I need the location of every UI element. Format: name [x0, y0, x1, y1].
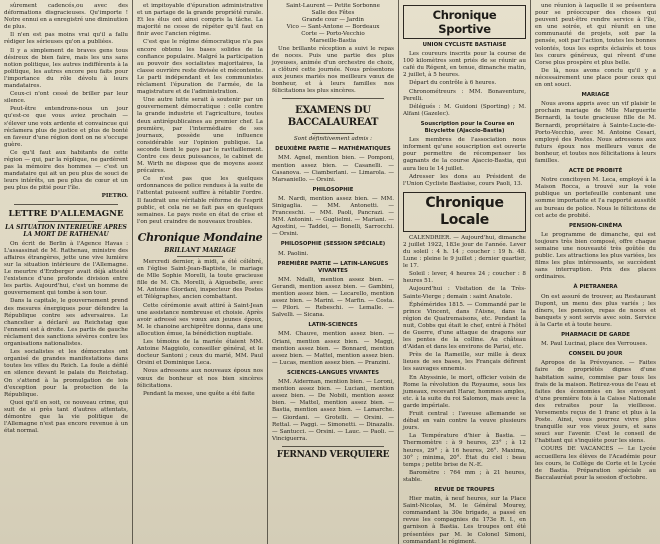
- paragraph: Peut-être entendrons-nous un jour qu'est-ce que vous aviez prochain — s'élever une voix ardente et convaincue qui réclamera plus de justice et plus de bonté en faveur d'une région dont on ne s'occupe guère.: [4, 106, 128, 148]
- paragraph: Quoi qu'il en soit, ce nouveau crime, qui suit de si près tant d'autres attentats, démontre que la vie politique de l'Allemagne n'est pas encore revenue à un état normal.: [4, 399, 128, 435]
- exam-section-text: MM. Chauve, mention assez bien. — Oriani, mention assez bien. — Maggi, mention assez bien. — Bonnard, mention assez bien. — Mattel, mention assez bien. — Lucas, mention assez bien. — Pranzini.: [272, 331, 394, 366]
- paragraph: Adresser les dons au Président de l'Union Cycliste Bastiaise, cours Paoli, 13.: [403, 173, 526, 187]
- paragraph: Aujourd'hui : Visitation de la Très-Sainte-Vierge ; demain : saint Anatole.: [403, 286, 526, 300]
- paragraph: Il n'en est pas moins vrai qu'il a fallu rédiger les sérieuses qu'on a publiées.: [4, 32, 128, 46]
- paragraph: Ce qu'il faut aux habitants de cette région — qui, par la réplique, ne gardèrent pas la mémoire des hommes — c'est un mandataire qui ait un peu plus de souci de leurs intérêts, un peu plus de cœur et un peu plus de pitié pour l'île.: [4, 149, 128, 192]
- article-body: [4, 241, 128, 436]
- paragraph: La Température d'hier à Bastia. — Thermomètre : à 9 heures, 23° ; à 12 heures, 29° ; à 16 heures, 26°. Maxima, 30° ; minima, 20°. État du ciel : beau temps ; petite brise de N.-E.: [403, 433, 526, 468]
- column-2: [133, 0, 267, 544]
- exam-section-text: M. Nardi, mention assez bien. — MM. Sinigaglia. — MM. Antonetti. — Franceschi. — MM. Paoli, Pancrazi. — MM. Antonini. — Guglielmi. — Mariani. — Agostini, — Taddei, — Bonelli, Sarrocchi. — Orsini.: [272, 195, 394, 238]
- exam-section-text: MM. Aiderman, mention bien. — Loroni, mention assez bien. — Luciani, mention assez bien. — De Nobili, mention assez bien. — Mattel, mention assez bien. — Bastia, mention assez bien. — Lamarche. — Giordani. — Grotelli. — Orsini. — Rettal. — Paggi. — Simonetti. — Dinazalis. — Santucci. — Orsini. — Lauc. — Paoli. — Vinciguerra.: [272, 379, 394, 442]
- section-text: Le programme de dimanche, qui est toujours très bien composé, offre chaque semaine une nouveauté très goûtée du public. Les attractions les plus variées, les films les plus intéressants, se succèdent sans interruption. Prix des places ordinaires.: [535, 231, 656, 281]
- section-heading: MARIAGE: [581, 92, 610, 99]
- paragraph: Baromètre : 764 mm ; à 21 heures, stable.: [403, 469, 526, 483]
- chronique-mondaine-title: Chronique Mondaine: [137, 230, 263, 244]
- intro-line: Vico — Sant-Antone — Bordeaux: [286, 24, 380, 31]
- article-title: LETTRE D'ALLEMAGNE: [8, 208, 124, 219]
- column-3: [268, 0, 398, 544]
- exam-section-heading: PHILOSOPHIE (SESSION SPÉCIALE): [280, 241, 386, 248]
- paragraph: C'est que le régime démocratique n'a pas encore obtenu les bases solides de la confiance populaire. Malgré la participation au pouvoir des socialistes majoritaires, la classe ouvrière reste divisée et mécontente. Le parti indépendant et les communistes réclament l'épuration de l'armée, de la magistrature et de l'administration.: [137, 39, 263, 96]
- section-text: Notre concitoyen M. Leca, employé à la Maison Rocca, a trouvé sur la voie publique un portefeuille contenant une somme importante et l'a rapporté aussitôt au bureau de police. Nous le félicitons de cet acte de probité.: [535, 177, 656, 219]
- closing-title: FERNAND VERQUIERE: [276, 449, 390, 460]
- section-heading: CONSEIL DU JOUR: [568, 351, 623, 358]
- column-5-sections: [535, 92, 656, 482]
- paragraph: Les coureurs inscrits pour la course de 100 kilomètres sont priés de se réunir au café du Régent, en tenue, dimanche matin, 2 juillet, à 5 heures.: [403, 51, 526, 79]
- exam-section-heading: PREMIÈRE PARTIE — LATIN-LANGUES VIVANTES: [277, 260, 389, 274]
- column-5: [531, 0, 660, 544]
- intro-line: Grande cour — Jardin: [302, 17, 364, 24]
- paragraph: Nous adressons aux nouveaux époux nos vœux de bonheur et nos bien sincères félicitations.: [137, 368, 263, 389]
- exam-section-text: MM. Agnel, mention bien. — Pomponi, mention assez bien. — Casanelli. — Casanova. — Ciamberlani. — Limarola. — Marsaniello. — Orsini.: [272, 155, 394, 183]
- paragraph: Pendant la messe, une quête a été faite: [143, 390, 255, 397]
- separator: [14, 204, 118, 205]
- column-1-intro: [4, 3, 128, 192]
- intro-line: Marseille-Bastia: [309, 38, 357, 45]
- paragraph: Ce n'est pas que les quelques ordonnances de police rendues à la suite de l'attentat puissent suffire à rétablir l'ordre. Il faudrait une véritable réforme de l'esprit public, et cela ne se fait pas en quelques semaines. Le pays reste en état de crise et l'on peut craindre de nouveaux troubles.: [137, 176, 263, 225]
- article-subtitle: LA SITUATION INTERIEURE APRES LA MORT DE RATHENAU: [5, 223, 127, 239]
- exam-section-text: MM. Ndalli, mention assez bien. — Gerandi, mention assez bien. — Gambini, mention assez bien. — Lecarello, mention assez bien. — Marini. — Marfin. — Costa. — Pilori. — Rebeschi. — Lemalle. — Salvelli. — Sicana.: [272, 276, 394, 319]
- exam-section-heading: PHILOSOPHIE: [312, 186, 354, 193]
- section-text: Apropos de la Prévoyance. — Faites faire de propriétés dignes d'une habitation saine, commise par tous les frais de la maison. Retirez-vous de l'eau et faites des économies en les envoyant d'une première fois à la Caisse Nationale des retraites pour la vieillesse. Versements reçus de 1 franc et plus à la Poste. Ainsi, vous pourrez vivre plus tranquille sur vos vieux jours, et sans souci sur l'avenir. C'est le conseil de l'habitant qui s'inquiète pour les siens.: [535, 360, 656, 445]
- separator: [312, 133, 354, 134]
- paragraph: Fruit central : l'aveuse allemande se débat en vain contre la veuve plusieurs jours.: [403, 411, 526, 432]
- separator: [38, 221, 94, 222]
- separator: [282, 98, 384, 99]
- section-heading: PENSION-CINÉMA: [568, 222, 623, 229]
- section-heading: À PIETRANERA: [573, 284, 618, 291]
- paragraph: CALENDRIER. — Aujourd'hui, dimanche 2 juillet 1922, 183e jour de l'année. Lever du soleil : 4 h. 14 ; coucher : 19 h. 48. Lune : pleine le 9 juillet ; dernier quartier, le 17.: [403, 234, 526, 270]
- chronique-heading: BRILLANT MARIAGE: [164, 246, 236, 254]
- paragraph: Les témoins de la mariée étaient MM. Antoine Maggiolo, conseiller général, et le docteur Santoni ; ceux du marié, MM. Paul Orsini et Dominique Leca.: [137, 339, 263, 367]
- chronique-body: [137, 259, 263, 398]
- revue-heading: REVUE DE TROUPES: [434, 486, 495, 493]
- paragraph: Soleil : lever, 4 heures 24 ; coucher : 8 heures 51.: [403, 271, 526, 285]
- column-5-intro: une réunion à laquelle il se présentera pour se préoccuper des choses qui peuvent peut-être rendre service à l'île, en une soirée, et qui réunit en une communauté de projets, soit par la pensée, soit par l'action, toutes les bonnes volontés, tous les esprits éclairés et tous les cœurs généreux, qui rêvent d'une Corse plus prospère et plus belle.: [535, 3, 656, 66]
- paragraph: Les socialistes et les démocrates ont organisé de grandes manifestations dans toutes les villes du Reich. La foule a défilé en silence devant le palais du Reichstag. On s'attend à la promulgation de lois d'exception pour la protection de la République.: [4, 349, 128, 398]
- exam-results: [272, 146, 394, 443]
- paragraph: Souscription pour la Course en Bicyclette (Ajaccio-Bastia): [420, 120, 515, 135]
- section-text: On est assuré de trouver, au Restaurant Dupont, un menu des plus variés ; les dîners, les pension, repas de noces et banquets y sont servis avec soin. Service à la Carte et à toute heure.: [535, 293, 656, 328]
- paragraph: Les membres de l'association nous informent qu'une souscription est ouverte pour permettre de récompenser les gagnants de la course Ajaccio-Bastia, qui aura lieu le 14 juillet.: [403, 137, 526, 172]
- paragraph: Ceux-ci n'ont cessé de briller par leur silence.: [4, 91, 128, 105]
- column-4: [399, 0, 530, 544]
- column-3-intro-lines: [272, 3, 394, 46]
- paragraph: et impitoyable d'épuration administrative et un partage de la grande propriété rurale. Et les élus ont ainsi compris la tâche. La majorité ne cesse de répéter qu'il faut en finir avec l'ancien régime.: [137, 3, 263, 38]
- paragraph: Délégués : M. Guidoni (Sporting) ; M. Alfani (Gazelec).: [403, 103, 526, 117]
- chronique-locale-title: Chronique Locale: [425, 194, 504, 228]
- section-text: M. Paul Lucinai, place des Verrouses.: [541, 341, 648, 348]
- exam-section-text: M. Paolini.: [278, 250, 309, 257]
- section-heading: ACTE DE PROBITÉ: [568, 168, 623, 175]
- paragraph: Éphémérides 1815. — Commandé par le prince Vincent, dans l'Aisne, dans la région de Quatremaisons, etc. Pendant la nuit, Cobbs qui était le chef, entré à l'hôtel de Guerre, d'une attaque de dragons sur les pentes de la colline. Au château d'Aidan et dans les environs de Parisi, etc.: [403, 301, 526, 351]
- sport-title-frame: [403, 5, 526, 39]
- column-1: [0, 0, 132, 544]
- paragraph: sûrement cadencés,ou avec des déformations disgracieuses. Qu'importe ! Notre ennui en a enregistré une diminution de plus.: [4, 3, 128, 31]
- exam-title: EXAMENS DU BACCALAUREAT: [287, 105, 379, 129]
- column-2-body: [137, 3, 263, 226]
- chronique-sportive-title: Chronique Sportive: [432, 8, 497, 36]
- paragraph: Près de la Rameille, sur mille à deux lieues de ses bases, les Français défirent les sauvages ennemis.: [403, 352, 526, 373]
- paragraph: En Abyssinie, le mort, officier voisin de Rome la révolution du Royaume, sous les jumeaux, recevant Harar, hommes amples, etc. à la suite du roi Salomon, mais avec la garde impériale.: [403, 374, 526, 409]
- exam-subtitle: Sont définitivement admis :: [293, 136, 373, 143]
- section-text: Nous avons appris avec un vif plaisir le prochain mariage de Mlle Marguerite Bernardi, la toute gracieuse fille de M. Bernardi, propriétaire à Sainte-Lucie-de-Porto-Vecchio, avec M. Antoine Cesari, employé des Postes. Nous adressons aux futurs époux nos meilleurs vœux de bonheur, et toutes nos félicitations à leurs familles.: [535, 101, 656, 164]
- separator: [177, 256, 223, 257]
- paragraph: Dans la capitale, le gouvernement prend des mesures énergiques pour défendre la République contre ses adversaires. Le chancelier a déclaré au Reichstag que l'ennemi est à droite. Les partis de gauche réclament des sanctions sévères contre les organisations nationalistes.: [4, 298, 128, 348]
- section-text: COURS DE VACANCES — Le Lycée accueillera les élèves de l'Académie pour les cours, le Collège de Corte et le Lycée de Bastia. Préparation spéciale au Baccalauréat pour la session d'octobre.: [535, 446, 656, 481]
- paragraph: Il y a simplement de braves gens tous désireux de bien faire, mais les uns sans notion politique, les autres indifférents à la politique, les autres encore peu faits pour l'importance du rôle dévolu à leurs mandataires.: [4, 47, 128, 90]
- intro-line: Saint-Laurent — Petite Sorbonne: [286, 3, 380, 9]
- exam-section-heading: SCIENCES-LANGUES VIVANTES: [286, 369, 380, 376]
- section-heading: PHARMACIE DE GARDE: [561, 332, 630, 339]
- exam-section-heading: DEUXIÈME PARTIE — MATHÉMATIQUES: [275, 146, 391, 153]
- signature: PIETRO.: [101, 193, 128, 200]
- paragraph: Chronométreurs : MM. Bonaventure, Perelli.: [403, 88, 526, 102]
- intro-line: Corte — Porto-Vecchio: [301, 31, 365, 38]
- exam-section-heading: LATIN-SCIENCES: [308, 322, 358, 329]
- locale-body: [403, 235, 526, 484]
- intro-line: Salle des Fêtes: [311, 10, 355, 17]
- sport-body: [403, 51, 526, 188]
- locale-title-frame: [403, 192, 526, 232]
- paragraph: Mercredi dernier, à midi, a été célébré, en l'église Saint-Jean-Baptiste, le mariage de Mlle Sophie Morelli, la toute gracieuse fille de M. Ch. Morelli, à Aiguebelle, avec M. Antoine Giordani, inspecteur des Postes et Télégraphes, ancien combattant.: [137, 259, 263, 301]
- paragraph: On écrit de Berlin à l'Agence Havas : L'assassinat de M. Rathenau, ministre des affaires étrangères, jette une vive lumière sur la situation intérieure de l'Allemagne. Le meurtre d'Erzberger avait déjà attesté l'existence d'une profonde division entre les partis. Aujourd'hui, c'est un homme de gouvernement qui tombe à son tour.: [4, 240, 128, 297]
- column-5-intro-2: De là, nous avons conclu qu'il y a nécessairement une place pour ceux qui en ont souci.: [535, 67, 656, 89]
- paragraph: Départ du contrôle à 6 heures.: [409, 80, 497, 87]
- revue-text: Hier matin, à neuf heures, sur la Place Saint-Nicolas, M. le Général Mourey, commandant la 30e brigade, a passé en revue les compagnies du 173e R. I., en garnison à Bastia. Les troupes ont été présentées par M. le Colonel Simoni, commandant le régiment.: [403, 496, 526, 544]
- paragraph: Une autre lutte serait à soutenir par un gouvernement démocratique : celle contre la grande industrie et l'agriculture, toutes deux antirépublicaines au premier chef. La première, par l'intermédiaire de ses journaux, possède une influence considérable sur l'opinion publique. La seconde tient le pays par le ravitaillement. Contre ces deux puissances, le cabinet de M. Wirth ne dispose que de moyens assez précaires.: [137, 97, 263, 175]
- paragraph: Cette cérémonie avait attiré à Saint-Jean une assistance nombreuse et choisie. Après avoir adressé ses vœux aux jeunes époux, M. le chanoine archiprêtre donna, dans une allocution émue, la bénédiction nuptiale.: [137, 302, 263, 337]
- separator: [282, 446, 384, 447]
- sport-heading: UNION CYCLISTE BASTIAISE: [422, 42, 507, 48]
- column-3-intro: Une brillante réception a suivi le repas de noces. Puis une partie des plus joyeuses, animée d'un orchestre de choix, a clôturé cette journée. Nous présentons aux jeunes mariés nos meilleurs vœux de bonheur, et à leurs familles nos félicitations les plus sincères.: [272, 45, 394, 95]
